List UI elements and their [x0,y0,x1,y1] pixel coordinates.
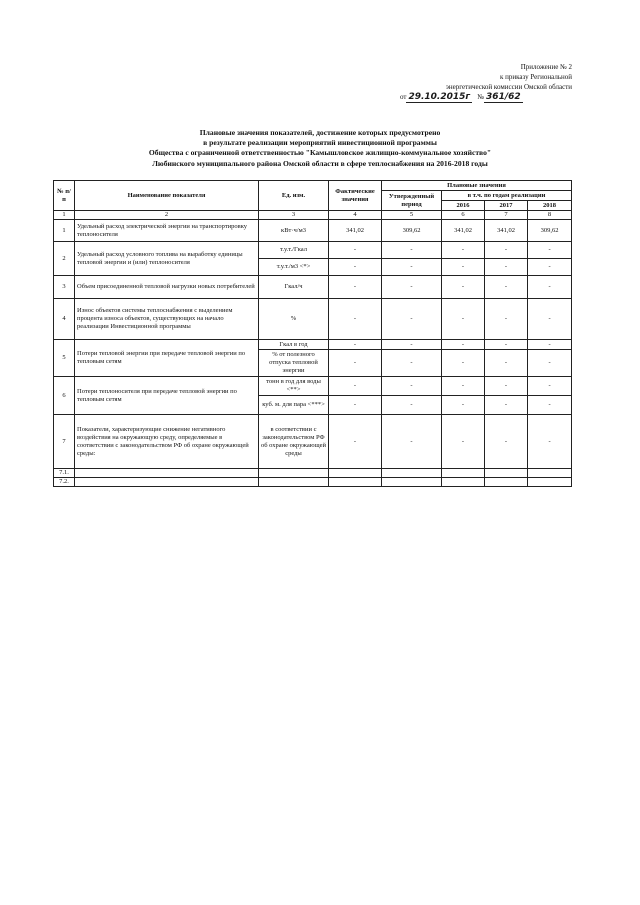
colnum: 3 [259,211,329,220]
table-row [54,276,572,299]
cell-actual: - [329,340,382,350]
header-unit: Ед. изм. [259,181,329,211]
cell-2016: - [442,259,485,276]
empty-cell [75,469,259,478]
cell-actual: - [329,276,382,299]
cell-2017: - [485,396,528,415]
row-num: 2 [54,242,75,276]
appendix-date-line [400,92,572,102]
header-approved: Утвержденный период [382,191,442,211]
header-by-years: в т.ч. по годам реализации [442,191,572,201]
colnum: 8 [528,211,572,220]
table-row [54,242,572,259]
row-name: Удельный расход условного топлива на выработку единицы тепловой энергии и (или) теплоносителя [75,242,259,276]
cell-approved: - [382,396,442,415]
row-unit: куб. м. для пара <***> [259,396,329,415]
empty-cell [485,478,528,487]
cell-2016: - [442,299,485,340]
cell-2016: - [442,276,485,299]
empty-cell [528,478,572,487]
date-prefix: от [400,93,407,101]
cell-actual: 341,02 [329,220,382,242]
title-line-3: Общества с ограниченной ответственностью "Камышловское жилищно-коммунальное хозяйство" [148,148,492,158]
number-prefix: № [477,93,485,101]
row-unit: % [259,299,329,340]
cell-2017: - [485,415,528,469]
cell-approved: - [382,415,442,469]
cell-2017: - [485,259,528,276]
header-planned: Плановые значения [382,181,572,191]
cell-2018: 309,62 [528,220,572,242]
cell-actual: - [329,396,382,415]
header-2018: 2018 [528,201,572,211]
indicators-table [53,180,572,487]
cell-2018: - [528,276,572,299]
cell-approved: - [382,276,442,299]
empty-cell [259,469,329,478]
empty-cell [259,478,329,487]
cell-2016: - [442,377,485,396]
cell-2018: - [528,377,572,396]
cell-approved: - [382,242,442,259]
row-unit: т.у.т./м3 <*> [259,259,329,276]
colnum: 1 [54,211,75,220]
document-title [60,128,580,169]
cell-actual: - [329,377,382,396]
title-line-2: в результате реализации мероприятий инвестиционной программы [203,138,437,148]
cell-2017: - [485,350,528,377]
row-name: Объем присоединенной тепловой нагрузки новых потребителей [75,276,259,299]
cell-2017: - [485,340,528,350]
header-name: Наименование показателя [75,181,259,211]
empty-cell [329,469,382,478]
cell-2016: - [442,242,485,259]
cell-actual: - [329,415,382,469]
table-row [54,377,572,396]
header-actual: Фактические значения [329,181,382,211]
cell-2017: 341,02 [485,220,528,242]
empty-cell [485,469,528,478]
cell-2018: - [528,415,572,469]
title-line-1: Плановые значения показателей, достижение которых предусмотрено [199,128,441,137]
cell-2018: - [528,242,572,259]
table-row [54,299,572,340]
cell-2018: - [528,299,572,340]
cell-actual: - [329,350,382,377]
colnum: 4 [329,211,382,220]
row-num: 4 [54,299,75,340]
row-num: 7.2. [54,478,75,487]
row-unit: кВт·ч/м3 [259,220,329,242]
row-num: 5 [54,340,75,377]
appendix-line-2: к приказу Региональной [499,73,572,81]
empty-cell [329,478,382,487]
row-unit: в соответствии с законодательством РФ об охране окружающей среды [259,415,329,469]
colnum: 5 [382,211,442,220]
appendix-line-1: Приложение № 2 [520,63,572,71]
header-num: № п/п [54,181,75,211]
header-2017: 2017 [485,201,528,211]
empty-cell [528,469,572,478]
row-num: 6 [54,377,75,415]
row-name: Потери теплоносителя при передаче тепловой энергии по тепловым сетям [75,377,259,415]
cell-approved: 309,62 [382,220,442,242]
row-name: Износ объектов системы теплоснабжения с выделением процента износа объектов, существующих на начало реализации Инвестиционной программы [75,299,259,340]
header-2016: 2016 [442,201,485,211]
cell-2016: - [442,350,485,377]
cell-2018: - [528,340,572,350]
row-unit: % от полезного отпуска тепловой энергии [259,350,329,377]
appendix-line-3: энергетической комиссии Омской области [445,83,572,91]
row-unit: Гкал в год [259,340,329,350]
row-unit: тонн в год для воды <**> [259,377,329,396]
cell-2017: - [485,242,528,259]
colnum: 7 [485,211,528,220]
cell-approved: - [382,259,442,276]
empty-cell [75,478,259,487]
cell-2017: - [485,377,528,396]
handwritten-date: 29.10.2015г [408,92,471,102]
row-unit: т.у.т./Гкал [259,242,329,259]
cell-2017: - [485,276,528,299]
table-row [54,340,572,350]
cell-2016: 341,02 [442,220,485,242]
cell-approved: - [382,377,442,396]
row-name: Удельный расход электрической энергии на транспортировку теплоносителя [75,220,259,242]
appendix-block [400,62,572,102]
row-name: Показатели, характеризующие снижение негативного воздействия на окружающую среду, определяемые в соответствии с законодательством РФ об охране окружающей среды: [75,415,259,469]
row-name: Потери тепловой энергии при передаче тепловой энергии по тепловым сетям [75,340,259,377]
empty-cell [382,469,442,478]
cell-approved: - [382,299,442,340]
handwritten-number: 361/62 [486,92,521,102]
table-row [54,478,572,487]
cell-2018: - [528,396,572,415]
row-unit: Гкал/ч [259,276,329,299]
row-num: 1 [54,220,75,242]
row-num: 3 [54,276,75,299]
cell-2017: - [485,299,528,340]
column-numbers-row [54,211,572,220]
table-row [54,469,572,478]
table-row [54,220,572,242]
empty-cell [382,478,442,487]
table-row [54,415,572,469]
cell-2016: - [442,415,485,469]
empty-cell [442,469,485,478]
cell-2016: - [442,396,485,415]
cell-approved: - [382,340,442,350]
cell-actual: - [329,299,382,340]
empty-cell [442,478,485,487]
cell-actual: - [329,242,382,259]
cell-approved: - [382,350,442,377]
colnum: 6 [442,211,485,220]
row-num: 7 [54,415,75,469]
cell-2018: - [528,259,572,276]
cell-actual: - [329,259,382,276]
title-line-4: Любинского муниципального района Омской области в сфере теплоснабжения на 2016-2018 годы [152,158,488,168]
cell-2018: - [528,350,572,377]
colnum: 2 [75,211,259,220]
cell-2016: - [442,340,485,350]
row-num: 7.1. [54,469,75,478]
